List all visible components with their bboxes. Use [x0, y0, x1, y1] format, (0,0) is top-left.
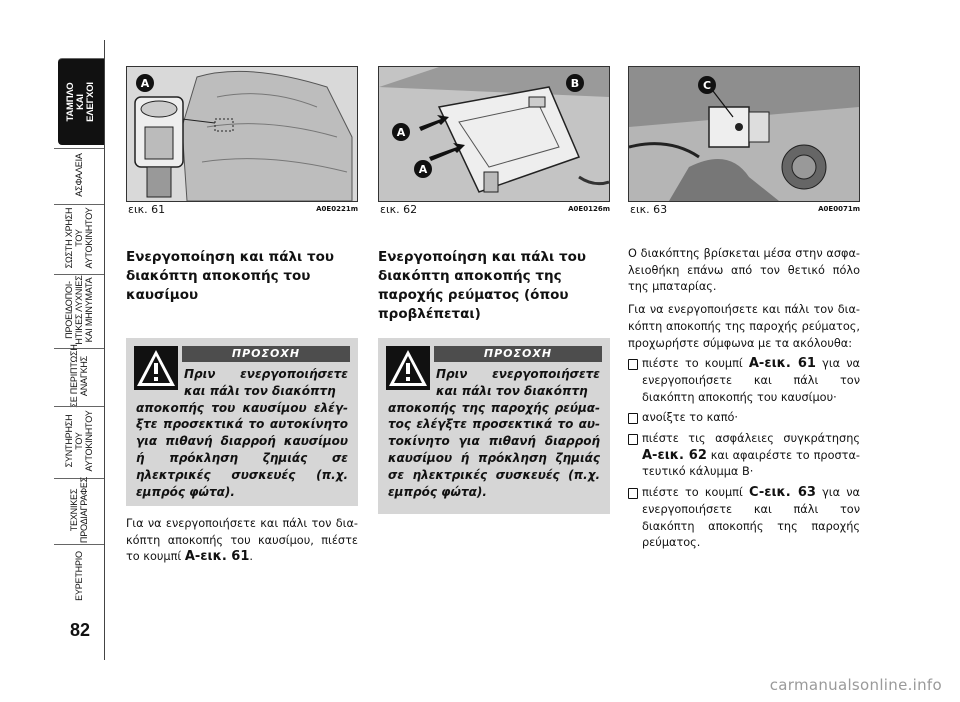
tab-label: ΤΑΜΠΛΟ ΚΑΙ ΕΛΕΓΧΟΙ [65, 82, 96, 122]
figure-62-caption [378, 203, 610, 217]
tab-label: ΑΣΦΑΛΕΙΑ [74, 153, 84, 197]
body-end: . [249, 550, 253, 564]
warning-box-power [378, 338, 610, 514]
tab-label: ΣΥΝΤΗΡΗΣΗ ΤΟΥ ΑΥΤΟΚΙΝΗΤΟΥ [64, 410, 94, 472]
section-heading-power-cutoff: Ενεργοποίηση και πάλι του διακόπτη αποκοπής της παροχής ρεύματος (όπου προβλέπεται) [378, 249, 587, 322]
body-text: Για να ενεργοποιήσετε και πάλι τον δια-κόπτη αποκοπής του καυσίμου, πιέστε το κουμπί [126, 517, 358, 564]
page-number: 82 [69, 620, 91, 640]
checkbox-bullet-icon [628, 413, 638, 424]
tab-maintenance[interactable] [54, 406, 104, 475]
rail-divider [104, 40, 105, 660]
power-cutoff-instructions [628, 246, 860, 552]
section-heading-fuel-cutoff: Ενεργοποίηση και πάλι του διακόπτη αποκοπής του καυσίμου [126, 249, 335, 303]
warning-lead: Πριν ενεργοποιήσετε και πάλι τον διακόπτη [436, 367, 600, 398]
tab-safety[interactable] [54, 148, 104, 201]
figure-code: A0E0126m [568, 205, 610, 213]
tab-label: ΣΩΣΤΗ ΧΡΗΣΗ ΤΟΥ ΑΥΤΟΚΙΝΗΤΟΥ [64, 207, 94, 269]
figure-label: εικ. 62 [380, 203, 418, 216]
list-item: πιέστε το κουμπί C-εικ. 63 για να ενεργοποιήσετε και πάλι τον διακόπτη αποκοπής της παροχής ρεύματος. [628, 485, 860, 552]
tab-warning-lights[interactable] [54, 274, 104, 345]
tab-technical-specs[interactable] [54, 476, 104, 544]
list-item: πιέστε το κουμπί Α-εικ. 61 για να ενεργοποιήσετε και πάλι τον διακόπτη αποκοπής του καυσίμου· [628, 356, 860, 406]
checkbox-bullet-icon [628, 359, 638, 370]
tab-label: ΠΡΟΕΙΔΟΠΟΙ- ΗΤΙΚΕΣ ΛΥΧΝΙΕΣ ΚΑΙ ΜΗΝΥΜΑΤΑ [64, 275, 94, 345]
warning-triangle-icon [134, 346, 178, 390]
warning-triangle-icon [386, 346, 430, 390]
warning-lead: Πριν ενεργοποιήσετε και πάλι τον διακόπτη [184, 367, 348, 398]
tab-label: ΤΕΧΝΙΚΕΣ ΠΡΟΔΙΑΓΡΑΦΕΣ [69, 476, 89, 544]
figure-63-image [628, 66, 860, 202]
tab-label: ΣΕ ΠΕΡΙΠΤΩΣΗ ΑΝΑΓΚΗΣ [69, 344, 89, 408]
checkbox-bullet-icon [628, 434, 638, 445]
figure-code: A0E0221m [316, 205, 358, 213]
list-item: πιέστε τις ασφάλειες συγκράτησης Α-εικ. 62 και αφαιρέστε το προστα-τευτικό κάλυμμα Β· [628, 431, 860, 481]
figure-62-image [378, 66, 610, 202]
figure-label: εικ. 61 [128, 203, 166, 216]
list-item: ανοίξτε το καπό· [628, 410, 860, 427]
warning-box-fuel [126, 338, 358, 506]
figure-marker: A [418, 163, 428, 176]
intro-paragraph-2: Για να ενεργοποιήσετε και πάλι τον δια-κόπτη αποκοπής της παροχής ρεύματος, προχωρήστε σύμφωνα με τα ακόλουθα: [628, 303, 860, 350]
figure-marker: A [140, 77, 150, 90]
tab-dashboard-controls[interactable] [58, 58, 104, 145]
fuel-cutoff-instructions [126, 516, 358, 566]
figure-63-caption [628, 203, 860, 217]
figure-label: εικ. 63 [630, 203, 668, 216]
warning-title: ΠΡΟΣΟΧΗ [182, 346, 350, 362]
steps-list [628, 356, 860, 552]
tab-emergency[interactable] [54, 344, 104, 408]
figure-61-image [126, 66, 358, 202]
figure-marker: C [702, 79, 712, 92]
figure-reference: Α-εικ. 61 [184, 549, 250, 565]
figure-marker: B [570, 77, 580, 90]
chapter-tab-rail [0, 0, 108, 702]
checkbox-bullet-icon [628, 488, 638, 499]
watermark: carmanualsonline.info [769, 676, 942, 694]
warning-rest: αποκοπής του καυσίμου ελέγ-ξτε προσεκτικά το αυτοκίνητο για πιθανή διαρροή καυσίμου ή πρόκληση ζημιάς σε ηλεκτρικές συσκευές (π.χ. εμπρός φώτα). [136, 400, 348, 499]
figure-marker: A [396, 126, 406, 139]
figure-code: A0E0071m [818, 205, 860, 213]
warning-title: ΠΡΟΣΟΧΗ [434, 346, 602, 362]
warning-rest: αποκοπής της παροχής ρεύμα-τος ελέγξτε προσεκτικά το αυ-τοκίνητο για πιθανή διαρροή καυσίμου ή πρόκληση ζημιάς σε ηλεκτρικές συσκευές (π.χ. εμπρός φώτα). [388, 400, 600, 499]
tab-label: ΕΥΡΕΤΗΡΙΟ [74, 551, 84, 601]
tab-correct-use[interactable] [54, 204, 104, 271]
tab-index[interactable] [54, 544, 104, 607]
intro-paragraph-1: Ο διακόπτης βρίσκεται μέσα στην ασφα-λειοθήκη επάνω από τον θετικό πόλο της μπαταρίας. [628, 247, 860, 294]
figure-61-caption [126, 203, 358, 217]
